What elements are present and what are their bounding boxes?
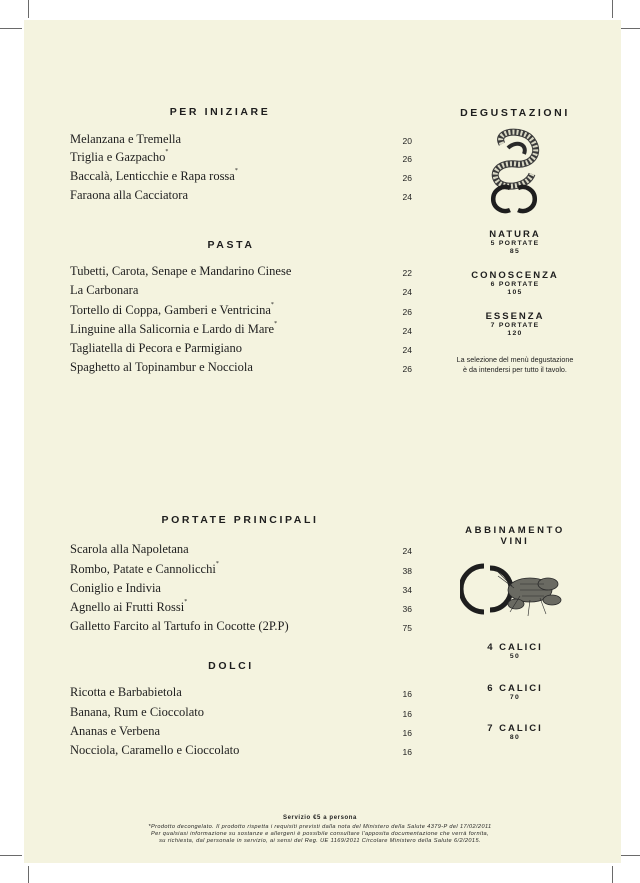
- menu-item-name: [70, 341, 242, 356]
- section-title-desserts: DOLCI: [208, 660, 254, 672]
- menu-item-text: Triglia e Gazpacho: [70, 150, 166, 164]
- menu-item-price: 75: [402, 623, 412, 633]
- menu-item-text: Linguine alla Salicornia e Lardo di Mare: [70, 322, 275, 336]
- section-title-wine-2: VINI: [500, 536, 530, 547]
- frozen-mark: *: [215, 561, 219, 567]
- tasting-note-line2: è da intendersi per tutto il tavolo.: [463, 365, 567, 374]
- tasting-option-price: 85: [509, 248, 521, 255]
- menu-item-text: Ricotta e Barbabietola: [70, 685, 182, 699]
- frozen-mark: *: [165, 149, 169, 155]
- menu-item-price: 24: [402, 546, 412, 556]
- menu-item-text: Rombo, Patate e Cannolicchi: [70, 562, 216, 576]
- section-title-tasting: DEGUSTAZIONI: [460, 107, 570, 119]
- snake-illustration: [480, 126, 550, 216]
- menu-item-price: 24: [402, 287, 412, 297]
- menu-item-price: 24: [402, 326, 412, 336]
- tasting-option-courses: 5 PORTATE: [490, 240, 540, 247]
- menu-item-text: Galletto Farcito al Tartufo in Cocotte (2P.P): [70, 619, 289, 633]
- footer-line1: *Prodotto decongelato. Il prodotto rispetta i requisiti previsti dalla nota del Ministero della Salute 4379-P del 17/02/2011: [148, 824, 492, 830]
- frozen-mark: *: [270, 302, 274, 308]
- frozen-mark: *: [274, 321, 278, 327]
- menu-item-name: [70, 562, 219, 577]
- wine-option-price: 80: [509, 734, 521, 741]
- menu-item-price: 24: [402, 192, 412, 202]
- menu-item-name: [70, 322, 277, 337]
- menu-item-name: [70, 132, 181, 147]
- crop-mark: [0, 855, 22, 856]
- menu-item-price: 26: [402, 173, 412, 183]
- menu-item-text: Spaghetto al Topinambur e Nocciola: [70, 360, 253, 374]
- frozen-mark: *: [234, 168, 238, 174]
- tasting-option-name: ESSENZA: [485, 311, 545, 322]
- crop-mark: [28, 0, 29, 18]
- menu-item-text: Ananas e Verbena: [70, 724, 161, 738]
- menu-item-price: 26: [402, 307, 412, 317]
- tasting-option-price: 120: [507, 330, 523, 337]
- crop-mark: [0, 28, 22, 29]
- menu-item-price: 20: [402, 136, 412, 146]
- menu-item-text: Scarola alla Napoletana: [70, 542, 189, 556]
- menu-item-price: 16: [402, 709, 412, 719]
- section-title-wine-1: ABBINAMENTO: [465, 525, 565, 536]
- section-title-mains: PORTATE PRINCIPALI: [161, 514, 319, 526]
- menu-item-price: 34: [402, 585, 412, 595]
- menu-item-name: [70, 150, 168, 165]
- crop-mark: [612, 866, 613, 883]
- menu-item-name: [70, 542, 189, 557]
- tasting-option-name: NATURA: [489, 229, 541, 240]
- menu-item-price: 16: [402, 728, 412, 738]
- menu-item-name: [70, 360, 253, 375]
- menu-item-name: [70, 169, 238, 184]
- menu-item-name: [70, 188, 188, 203]
- menu-item-price: 26: [402, 154, 412, 164]
- menu-item-name: [70, 581, 161, 596]
- menu-item-name: [70, 619, 289, 634]
- wine-option-price: 70: [509, 694, 521, 701]
- menu-item-price: 38: [402, 566, 412, 576]
- menu-item-text: Banana, Rum e Cioccolato: [70, 705, 204, 719]
- tasting-option-courses: 6 PORTATE: [490, 281, 540, 288]
- menu-item-price: 16: [402, 689, 412, 699]
- menu-item-text: Tortello di Coppa, Gamberi e Ventricina: [70, 303, 271, 317]
- wine-option-name: 7 CALICI: [487, 723, 543, 734]
- menu-item-text: Agnello ai Frutti Rossi: [70, 600, 185, 614]
- tasting-note-line1: La selezione del menù degustazione: [456, 355, 574, 364]
- wine-option-name: 4 CALICI: [487, 642, 543, 653]
- tasting-option-courses: 7 PORTATE: [490, 322, 540, 329]
- menu-item-price: 36: [402, 604, 412, 614]
- menu-item-name: [70, 600, 187, 615]
- menu-item-text: Nocciola, Caramello e Cioccolato: [70, 743, 240, 757]
- lobster-illustration: [460, 560, 565, 622]
- section-title-starters: PER INIZIARE: [169, 106, 271, 118]
- menu-item-price: 16: [402, 747, 412, 757]
- menu-item-text: Coniglio e Indivia: [70, 581, 161, 595]
- menu-item-price: 24: [402, 345, 412, 355]
- crop-mark: [618, 855, 640, 856]
- menu-item-name: [70, 685, 182, 700]
- menu-item-name: [70, 264, 291, 279]
- crop-mark: [612, 0, 613, 18]
- section-title-pasta: PASTA: [207, 239, 255, 251]
- menu-item-name: [70, 283, 138, 298]
- wine-option-price: 50: [509, 653, 521, 660]
- menu-item-price: 22: [402, 268, 412, 278]
- menu-item-name: [70, 743, 239, 758]
- crop-mark: [618, 28, 640, 29]
- menu-item-price: 26: [402, 364, 412, 374]
- wine-option-name: 6 CALICI: [487, 683, 543, 694]
- menu-item-name: [70, 724, 160, 739]
- crop-mark: [28, 866, 29, 883]
- menu-item-text: Tagliatella di Pecora e Parmigiano: [70, 341, 242, 355]
- menu-item-name: [70, 303, 274, 318]
- menu-item-text: Faraona alla Cacciatora: [70, 188, 188, 202]
- tasting-option-price: 105: [507, 289, 523, 296]
- frozen-mark: *: [184, 599, 188, 605]
- menu-item-text: Baccalà, Lenticchie e Rapa rossa: [70, 169, 235, 183]
- menu-item-text: La Carbonara: [70, 283, 139, 297]
- menu-item-name: [70, 705, 204, 720]
- menu-item-text: Melanzana e Tremella: [70, 132, 182, 146]
- tasting-option-name: CONOSCENZA: [471, 270, 559, 281]
- footer-line3: su richiesta, dal personale in servizio, ai sensi del Reg. UE 1169/2011 Circolare Ministero della Salute 6/2/2015.: [159, 838, 481, 844]
- footer-line2: Per qualsiasi informazione su sostanze e allergeni è possibile consultare l'apposita documentazione che verrà fornita,: [150, 831, 490, 837]
- menu-item-text: Tubetti, Carota, Senape e Mandarino Cinese: [70, 264, 292, 278]
- footer-service: Servizio €5 a persona: [283, 815, 357, 821]
